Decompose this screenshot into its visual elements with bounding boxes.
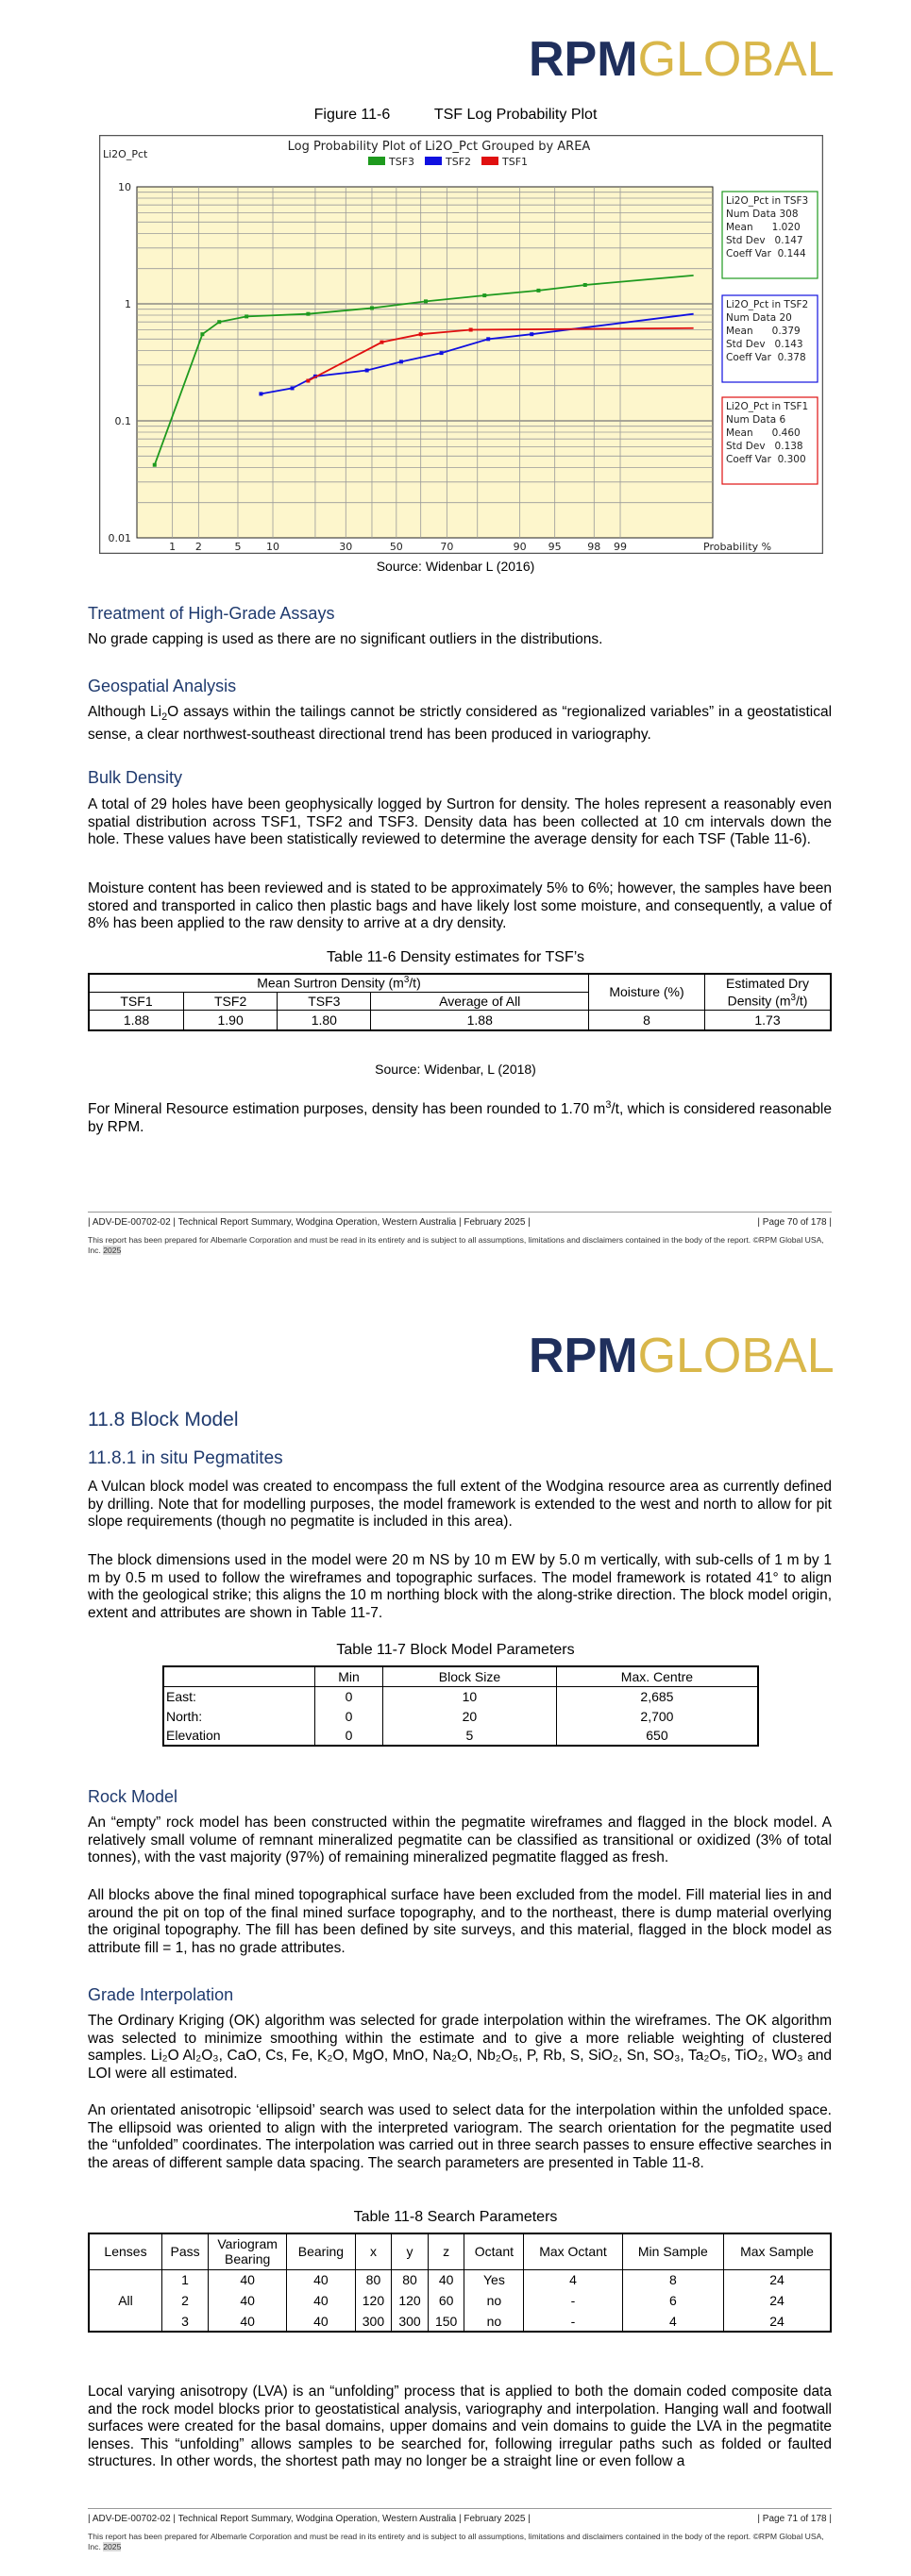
cell: 1 (162, 2269, 209, 2290)
cell: 2 (162, 2290, 209, 2311)
legend-label: TSF2 (446, 156, 472, 168)
col-z: z (428, 2233, 464, 2269)
disclaimer-text: This report has been prepared for Albemarle Corporation and must be read in its entirety and is subject to all assumptions, limitations and disclaimers contained in the body of the report. ©RPM Global USA, Inc. (88, 2532, 824, 2551)
stat-box-row: Mean 0.379 (726, 326, 801, 337)
cell: 40 (428, 2269, 464, 2290)
logo-global-text: GLOBAL (637, 1329, 835, 1383)
x-tick-label: 90 (513, 541, 527, 553)
heading-block-model: 11.8 Block Model (88, 1409, 239, 1430)
para-treatment: No grade capping is used as there are no significant outliers in the distributions. (88, 631, 603, 647)
y-tick-label: 1 (125, 298, 131, 310)
cell: 24 (724, 2311, 831, 2332)
table-row (163, 1706, 758, 1726)
para-bulk-2: Moisture content has been reviewed and is stated to be approximately 5% to 6%; however, the samples have been stored and transported in calico then plastic bags and have likely lost some moisture, and consequently, a value of 8% has been applied to the raw density to arrive at a dry density. (88, 880, 832, 932)
dry-density-label-c: /t) (795, 993, 808, 1009)
col-octant: Octant (464, 2233, 524, 2269)
footer-page-number: | Page 71 of 178 | (757, 2514, 832, 2524)
heading-bulk-density: Bulk Density (88, 768, 183, 787)
data-point (200, 332, 204, 336)
para-lva: Local varying anisotropy (LVA) is an “unfolding” process that is applied to both the domain coded composite data and the rock model blocks prior to geostatistical analysis, variography and interpolation. Hanging wall and footwall surfaces were created for the basal domains, upper domains and vein domains to guide the LVA in the pegmatite lenses. This “unfolding” allows samples to be searched for, following irregular paths such as folded or faulted structures. In other words, the shortest path may no longer be a straight line or even follow a (88, 2384, 832, 2470)
cell: 0 (315, 1686, 383, 1706)
data-point (291, 386, 295, 390)
col-bearing: Bearing (287, 2233, 356, 2269)
data-point (306, 312, 310, 316)
footer-divider (88, 2508, 832, 2509)
heading-treatment: Treatment of High-Grade Assays (88, 604, 335, 623)
x-tick-label: 95 (548, 541, 562, 553)
stat-box-row: Std Dev 0.138 (726, 441, 803, 452)
data-point (419, 332, 423, 336)
footer-divider (88, 1212, 832, 1213)
col-average: Average of All (371, 992, 589, 1010)
col-tsf3: TSF3 (278, 992, 371, 1010)
mineral-text-a: For Mineral Resource estimation purposes, density has been rounded to 1.70 m (88, 1101, 606, 1118)
cell: 24 (724, 2290, 831, 2311)
cell: 1.73 (705, 1010, 832, 1030)
cell: 150 (428, 2311, 464, 2332)
legend-label: TSF1 (502, 156, 529, 168)
cell-lenses-all: All (89, 2269, 162, 2332)
stat-box-row: Mean 0.460 (726, 427, 801, 439)
cell: 6 (622, 2290, 723, 2311)
stat-box-row: Num Data 6 (726, 414, 786, 426)
x-tick-label: 10 (266, 541, 280, 553)
cell: no (464, 2311, 524, 2332)
stat-box-row: Mean 1.020 (726, 222, 801, 233)
y-tick-label: 10 (118, 181, 131, 193)
y-tick-label: 0.01 (108, 532, 131, 544)
data-point (370, 306, 374, 309)
para-geospatial: Although $Li_2O$ assays within the tailings cannot be strictly considered as “regionalized variables” in a geostatistical sense, a clear northwest-southeast directional trend has been produced in variography. (88, 704, 833, 743)
cell: 2,685 (556, 1686, 758, 1706)
cell: 20 (383, 1706, 557, 1726)
col-max-centre: Max. Centre (556, 1666, 758, 1686)
col-blank (163, 1666, 315, 1686)
data-point (583, 283, 587, 287)
legend-swatch (368, 157, 385, 165)
block-model-table (162, 1665, 759, 1747)
data-point (306, 379, 310, 383)
para-grade-1: The Ordinary Kriging (OK) algorithm was selected for grade interpolation within the wireframes. The OK algorithm was selected to minimize smoothing within the estimate and to give a more reliable weighting of clustered samples. Li₂O Al₂O₃, CaO, Cs, Fe, K₂O, MgO, MnO, Na₂O, Nb₂O₅, P, Rb, S, SiO₂, Sn, SO₃, Ta₂O₅, TiO₂, WO₃ and LOI were all estimated. (88, 2013, 832, 2082)
table-row (163, 1686, 758, 1706)
data-point (380, 341, 383, 344)
table-row (89, 2311, 831, 2332)
col-max-sample: Max Sample (724, 2233, 831, 2269)
cell: 8 (622, 2269, 723, 2290)
chart-title: Log Probability Plot of Li2O_Pct Grouped by AREA (287, 140, 591, 154)
footer-disclaimer (88, 2532, 832, 2552)
col-pass: Pass (162, 2233, 209, 2269)
legend-swatch (481, 157, 498, 165)
para-mineral-resource: For Mineral Resource estimation purposes, density has been rounded to 1.70 $m^3/t$, which is considered reasonable by RPM. (88, 1099, 832, 1135)
data-point (424, 299, 428, 303)
rpm-global-logo (529, 1329, 835, 1383)
footer-disclaimer (88, 1235, 832, 1256)
disclaimer-year: 2025 (103, 1246, 122, 1255)
table-11-7-caption: Table 11-7 Block Model Parameters (336, 1642, 575, 1658)
rpm-global-logo (529, 32, 835, 87)
para-insitu-2: The block dimensions used in the model were 20 m NS by 10 m EW by 5.0 m vertically, with sub-cells of 1 m by 1 m by 0.5 m used to follow the wireframes and topographic surfaces. The model framework is rotated 41° to align with the geological strike; this aligns the 10 m northing block with the along-strike direction. The block model origin, extent and attributes are shown in Table 11-7. (88, 1552, 832, 1621)
cell: Elevation (163, 1726, 315, 1746)
header-dry-density: Estimated Dry Density $(m^3/t)$ (705, 974, 832, 1010)
para-grade-2: An orientated anisotropic ‘ellipsoid’ search was used to select data for the interpolation within the unfolded space. The ellipsoid was oriented to align with the interpreted variogram. The search orientation for the pegmatite used the “unfolded” coordinates. The interpolation was carried out in three search passes to ensure effective searches in the areas of different sample data spacing. The search parameters are presented in Table 11-8. (88, 2102, 832, 2171)
cell: 1.80 (278, 1010, 371, 1030)
search-parameters-table (88, 2233, 832, 2333)
cell: 8 (589, 1010, 705, 1030)
data-point (469, 328, 473, 332)
y-axis-label: Li2O_Pct (103, 148, 148, 160)
cell: 0 (315, 1706, 383, 1726)
x-tick-label: 1 (169, 541, 177, 553)
heading-geospatial: Geospatial Analysis (88, 677, 237, 695)
data-point (259, 392, 262, 395)
table-row (89, 1010, 831, 1030)
geospatial-text-a: Although Li (88, 704, 162, 720)
para-rock-1: An “empty” rock model has been constructed within the pegmatite wireframes and flagged in the block model. A relatively small volume of remnant mineralized pegmatite can be classified as transitional or oxidized (3% of total tonnes), with the vast majority (97%) of remaining mineralized pegmatite flagged as fresh. (88, 1815, 832, 1866)
stat-box-title: Li2O_Pct in TSF2 (726, 299, 809, 310)
y-tick-label: 0.1 (114, 415, 131, 427)
x-tick-label: 50 (389, 541, 403, 553)
x-tick-label: 5 (234, 541, 242, 553)
col-min: Min (315, 1666, 383, 1686)
heading-rock-model: Rock Model (88, 1787, 178, 1806)
cell: 40 (287, 2290, 356, 2311)
stat-box-row: Coeff Var 0.378 (726, 352, 806, 363)
cell: East: (163, 1686, 315, 1706)
col-tsf2: TSF2 (184, 992, 278, 1010)
para-bulk-1: A total of 29 holes have been geophysically logged by Surtron for density. The holes represent a reasonably even spatial distribution across TSF1, TSF2 and TSF3. Density data has been collected at 10 cm intervals down the hole. These values have been statistically reviewed to determine the average density for each TSF (Table 11-6). (88, 796, 832, 848)
cell: 300 (355, 2311, 392, 2332)
col-max-octant: Max Octant (524, 2233, 622, 2269)
cell: 80 (355, 2269, 392, 2290)
stat-box-row: Coeff Var 0.300 (726, 454, 806, 465)
table-row (89, 2269, 831, 2290)
x-tick-label: 30 (339, 541, 353, 553)
cell: 300 (392, 2311, 429, 2332)
cell: Yes (464, 2269, 524, 2290)
logo-global-text: GLOBAL (637, 32, 835, 87)
cell: 60 (428, 2290, 464, 2311)
stat-box-row: Std Dev 0.147 (726, 235, 803, 246)
table-row (89, 2290, 831, 2311)
figure-title-text: TSF Log Probability Plot (433, 107, 598, 123)
stat-box-row: Num Data 20 (726, 312, 792, 324)
stat-box-row: Num Data 308 (726, 209, 799, 220)
data-point (482, 293, 486, 297)
stat-box-title: Li2O_Pct in TSF1 (726, 401, 809, 412)
data-point (217, 320, 221, 324)
col-variogram-bearing: Variogram Bearing (209, 2233, 287, 2269)
data-point (486, 337, 490, 341)
col-block-size: Block Size (383, 1666, 557, 1686)
cell: 1.90 (184, 1010, 278, 1030)
cell: 5 (383, 1726, 557, 1746)
cell: 1.88 (371, 1010, 589, 1030)
data-point (153, 463, 157, 467)
cell: 3 (162, 2311, 209, 2332)
cell: 40 (209, 2311, 287, 2332)
geospatial-text-b: O assays within the tailings cannot be strictly considered as “regionalized variables” in a geostatistical sense, a clear northwest-southeast directional trend has been produced in variography. (88, 704, 833, 743)
cell: 40 (287, 2311, 356, 2332)
data-point (399, 360, 403, 363)
cell: no (464, 2290, 524, 2311)
cell: 1.88 (89, 1010, 184, 1030)
table-11-6-source: Source: Widenbar, L (2018) (375, 1062, 536, 1077)
cell: 24 (724, 2269, 831, 2290)
logo-rpm-text: RPM (529, 32, 638, 87)
cell: 4 (524, 2269, 622, 2290)
x-tick-label: 99 (614, 541, 628, 553)
header-moisture: Moisture (%) (589, 974, 705, 1010)
heading-grade-interpolation: Grade Interpolation (88, 1985, 234, 2004)
legend-swatch (425, 157, 442, 165)
data-point (365, 369, 369, 373)
cell: 10 (383, 1686, 557, 1706)
col-tsf1: TSF1 (89, 992, 184, 1010)
stat-box-row: Std Dev 0.143 (726, 339, 803, 350)
figure-source: Source: Widenbar L (2016) (376, 559, 535, 574)
figure-number: Figure 11-6 (313, 107, 391, 123)
cell: 650 (556, 1726, 758, 1746)
cell: 40 (209, 2269, 287, 2290)
cell: 120 (392, 2290, 429, 2311)
x-tick-label: 98 (587, 541, 601, 553)
footer-page-number: | Page 70 of 178 | (757, 1217, 832, 1228)
cell: 4 (622, 2311, 723, 2332)
x-axis-label: Probability % (703, 541, 772, 553)
col-lenses: Lenses (89, 2233, 162, 2269)
x-tick-label: 70 (440, 541, 454, 553)
header-mean-surtron: Mean Surtron Density $(m^3/t)$ (89, 974, 589, 992)
col-y: y (392, 2233, 429, 2269)
mean-surtron-label: Mean Surtron Density (m (257, 976, 404, 992)
cell: North: (163, 1706, 315, 1726)
cell: - (524, 2290, 622, 2311)
para-insitu-1: A Vulcan block model was created to encompass the full extent of the Wodgina resource area as currently defined by drilling. Note that for modelling purposes, the model framework is extended to the west and north to allow for pit slope requirements (though no pegmatite is included in this area). (88, 1479, 832, 1531)
heading-insitu-pegmatites: 11.8.1 in situ Pegmatites (88, 1448, 283, 1468)
stat-box-row: Coeff Var 0.144 (726, 248, 806, 259)
disclaimer-text: This report has been prepared for Albemarle Corporation and must be read in its entirety and is subject to all assumptions, limitations and disclaimers contained in the body of the report. ©RPM Global USA, Inc. (88, 1235, 824, 1255)
cell: 0 (315, 1726, 383, 1746)
stat-box-title: Li2O_Pct in TSF3 (726, 195, 809, 207)
cell: 40 (287, 2269, 356, 2290)
mineral-text-b: /t, which is considered reasonable by RPM. (88, 1101, 832, 1135)
legend-label: TSF3 (389, 156, 415, 168)
logo-rpm-text: RPM (529, 1329, 638, 1383)
log-probability-chart (99, 135, 823, 554)
cell: 2,700 (556, 1706, 758, 1726)
col-x: x (355, 2233, 392, 2269)
table-row (163, 1726, 758, 1746)
data-point (530, 332, 533, 336)
density-table (88, 973, 832, 1031)
table-11-8-caption: Table 11-8 Search Parameters (353, 2209, 558, 2225)
footer-left: | ADV-DE-00702-02 | Technical Report Summary, Wodgina Operation, Western Australia | February 2025 | (88, 2514, 531, 2524)
plot-area (137, 187, 713, 538)
x-tick-label: 2 (194, 541, 202, 553)
para-rock-2: All blocks above the final mined topographical surface have been excluded from the model. Fill material lies in and around the pit on top of the final mined surface topography, and to the northeast, there is dump material overlying the original topography. The fill has been defined by site surveys, and this material, flagged in the block model as attribute fill = 1, has no grade attributes. (88, 1887, 832, 1956)
data-point (245, 314, 248, 318)
data-point (440, 351, 444, 355)
dry-density-label-a: Estimated Dry (726, 975, 809, 991)
data-point (536, 289, 540, 293)
figure-title (0, 107, 911, 124)
mean-surtron-unit: /t) (409, 976, 421, 992)
table-11-6-caption: Table 11-6 Density estimates for TSF’s (327, 949, 584, 965)
cell: 80 (392, 2269, 429, 2290)
cell: 40 (209, 2290, 287, 2311)
col-min-sample: Min Sample (622, 2233, 723, 2269)
dry-density-label-b: Density (m (727, 993, 791, 1009)
cell: 120 (355, 2290, 392, 2311)
disclaimer-year: 2025 (103, 2542, 122, 2551)
footer-left: | ADV-DE-00702-02 | Technical Report Summary, Wodgina Operation, Western Australia | February 2025 | (88, 1217, 531, 1228)
cell: - (524, 2311, 622, 2332)
